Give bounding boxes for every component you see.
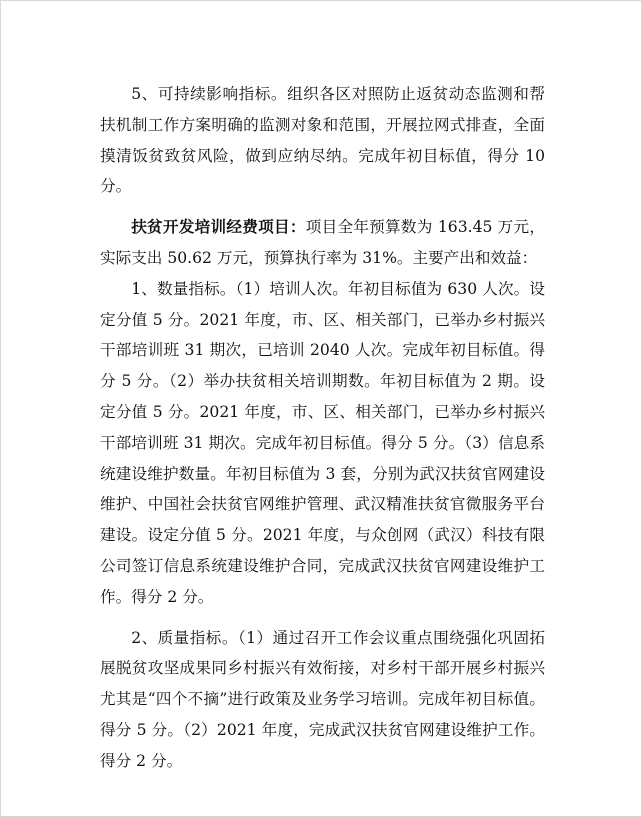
paragraph-text: 2、质量指标。（1）通过召开工作会议重点围绕强化巩固拓展脱贫攻坚成果同乡村振兴有效衔接，对乡村干部开展乡村振兴尤其是“四个不摘”进行政策及业务学习培训。完成年初目标值。得分 5 分。（2）2021 年度，完成武汉扶贫官网建设维护工作。得分 2 分。 — [100, 628, 545, 770]
paragraph-text: 5、可持续影响指标。组织各区对照防止返贫动态监测和帮扶机制工作方案明确的监测对象和范围，开展拉网式排查，全面摸清饭贫致贫风险，做到应纳尽纳。完成年初目标值，得分 10 分。 — [100, 85, 545, 196]
project-title: 扶贫开发培训经费项目： — [131, 217, 306, 237]
document-body — [100, 79, 545, 777]
paragraph-text: 1、数量指标。（1）培训人次。年初目标值为 630 人次。设定分值 5 分。2021 年度，市、区、相关部门，已举办乡村振兴干部培训班 31 期次，已培训 2040 人次。完成年初目标值。得分 5 分。（2）举办扶贫相关培训期数。年初目标值为 2 期。设定分值 5 分。2021 年度，市、区、相关部门，已举办乡村振兴干部培训班 31 期次。完成年初目标值。得分 5 分。（3）信息系统建设维护数量。年初目标值为 3 套，分别为武汉扶贫官网建设维护、中国社会扶贫官网维护管理、武汉精准扶贫官微服务平台建设。设定分值 5 分。2021 年度，与众创网（武汉）科技有限公司签订信息系统建设维护合同，完成武汉扶贫官网建设维护工作。得分 2 分。 — [100, 279, 545, 606]
paragraph-text: 项目全年预算数为 163.45 万元，实际支出 50.62 万元，预算执行率为 31%。主要产出和效益： — [100, 218, 545, 267]
paragraph-sustainability-indicator — [100, 79, 545, 202]
paragraph-quality-indicator — [100, 623, 545, 777]
paragraph-quantity-indicator — [100, 274, 545, 613]
paragraph-training-project — [100, 212, 545, 274]
